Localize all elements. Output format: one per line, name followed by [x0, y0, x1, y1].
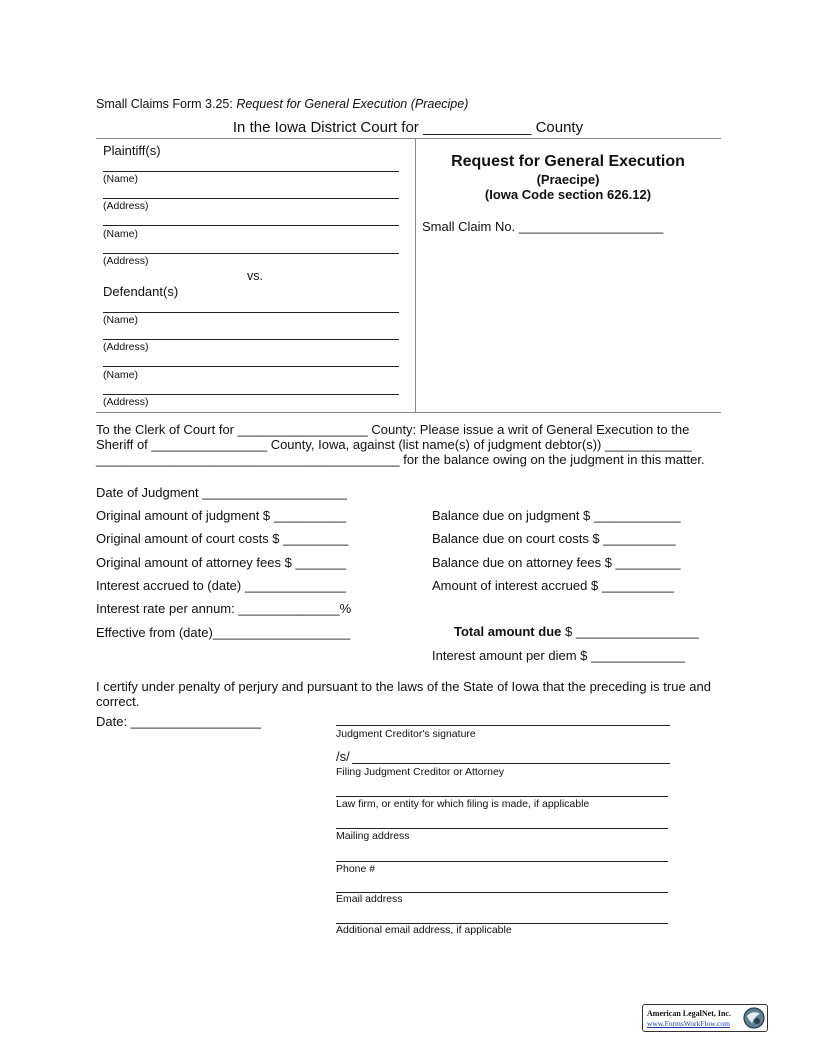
request-text-line-2: Sheriff of ________________ County, Iowa, against (list name(s) of judgment debtor(s)) ____________ — [96, 437, 692, 452]
signature-label: Judgment Creditor's signature — [336, 728, 476, 740]
code-reference: (Iowa Code section 626.12) — [484, 187, 652, 202]
s-prefix: /s/ — [336, 749, 350, 764]
defendant-address-line-2[interactable] — [103, 394, 399, 395]
document-title: Request for General Execution — [451, 153, 685, 170]
total-amount-label: Total amount due — [454, 624, 562, 639]
plaintiff-name-line-2[interactable] — [103, 225, 399, 226]
total-amount-value: $ _________________ — [561, 624, 699, 639]
mailing-line[interactable] — [336, 828, 668, 829]
filer-label: Filing Judgment Creditor or Attorney — [336, 766, 505, 778]
request-text-line-3: __________________________________________ for the balance owing on the judgment in this matter. — [96, 452, 705, 467]
plaintiff-name-line-1[interactable] — [103, 171, 399, 172]
certification-date-field[interactable]: Date: __________________ — [96, 714, 261, 729]
certification-line-1: I certify under penalty of perjury and pursuant to the laws of the State of Iowa that the preceding is true and — [96, 679, 711, 694]
name-label: (Name) — [103, 369, 139, 381]
logo-url[interactable]: www.FormsWorkFlow.com — [647, 1019, 731, 1028]
phone-line[interactable] — [336, 861, 668, 862]
certification-line-2: correct. — [96, 694, 140, 709]
caption-bottom-rule — [96, 412, 721, 413]
name-label: (Name) — [103, 173, 139, 185]
original-attorney-fees-field[interactable]: Original amount of attorney fees $ _______ — [96, 555, 347, 570]
firm-line[interactable] — [336, 796, 668, 797]
firm-label: Law firm, or entity for which filing is made, if applicable — [336, 798, 590, 810]
interest-accrued-amount-field[interactable]: Amount of interest accrued $ __________ — [432, 578, 675, 593]
balance-court-costs-field[interactable]: Balance due on court costs $ __________ — [432, 531, 676, 546]
form-title: Request for General Execution (Praecipe) — [236, 97, 469, 111]
original-judgment-field[interactable]: Original amount of judgment $ __________ — [96, 508, 347, 523]
effective-from-field[interactable]: Effective from (date)___________________ — [96, 625, 351, 640]
form-prefix: Small Claims Form 3.25: — [96, 97, 237, 111]
american-legalnet-logo[interactable] — [642, 1004, 768, 1032]
per-diem-field[interactable]: Interest amount per diem $ _____________ — [432, 648, 685, 663]
defendant-name-line-1[interactable] — [103, 312, 399, 313]
court-line: In the Iowa District Court for _____________ County — [232, 119, 584, 136]
date-of-judgment-field[interactable]: Date of Judgment ____________________ — [96, 485, 347, 500]
original-court-costs-field[interactable]: Original amount of court costs $ _________ — [96, 531, 349, 546]
additional-email-label: Additional email address, if applicable — [336, 924, 512, 936]
email-label: Email address — [336, 893, 403, 905]
defendants-label: Defendant(s) — [103, 284, 179, 299]
address-label: (Address) — [103, 255, 149, 267]
logo-name: American LegalNet, Inc. — [647, 1009, 731, 1018]
mailing-label: Mailing address — [336, 830, 410, 842]
address-label: (Address) — [103, 200, 149, 212]
small-claim-number[interactable]: Small Claim No. ____________________ — [422, 219, 664, 234]
document-subtitle: (Praecipe) — [536, 172, 600, 187]
globe-icon — [742, 1006, 766, 1030]
defendant-address-line-1[interactable] — [103, 339, 399, 340]
total-amount-field[interactable] — [454, 624, 699, 639]
balance-attorney-fees-field[interactable]: Balance due on attorney fees $ _________ — [432, 555, 681, 570]
signature-line[interactable] — [336, 725, 670, 726]
defendant-name-line-2[interactable] — [103, 366, 399, 367]
address-label: (Address) — [103, 396, 149, 408]
form-number — [96, 97, 468, 111]
interest-accrued-date-field[interactable]: Interest accrued to (date) ______________ — [96, 578, 347, 593]
versus-label: vs. — [247, 269, 263, 283]
balance-judgment-field[interactable]: Balance due on judgment $ ____________ — [432, 508, 681, 523]
plaintiffs-label: Plaintiff(s) — [103, 143, 161, 158]
plaintiff-address-line-1[interactable] — [103, 198, 399, 199]
address-label: (Address) — [103, 341, 149, 353]
name-label: (Name) — [103, 228, 139, 240]
caption-top-rule — [96, 138, 721, 139]
name-label: (Name) — [103, 314, 139, 326]
request-text-line-1: To the Clerk of Court for __________________ County: Please issue a writ of General Execution to the — [96, 422, 690, 437]
phone-label: Phone # — [336, 863, 376, 875]
plaintiff-address-line-2[interactable] — [103, 253, 399, 254]
filer-line[interactable] — [352, 763, 670, 764]
interest-rate-field[interactable]: Interest rate per annum: ______________% — [96, 601, 352, 616]
